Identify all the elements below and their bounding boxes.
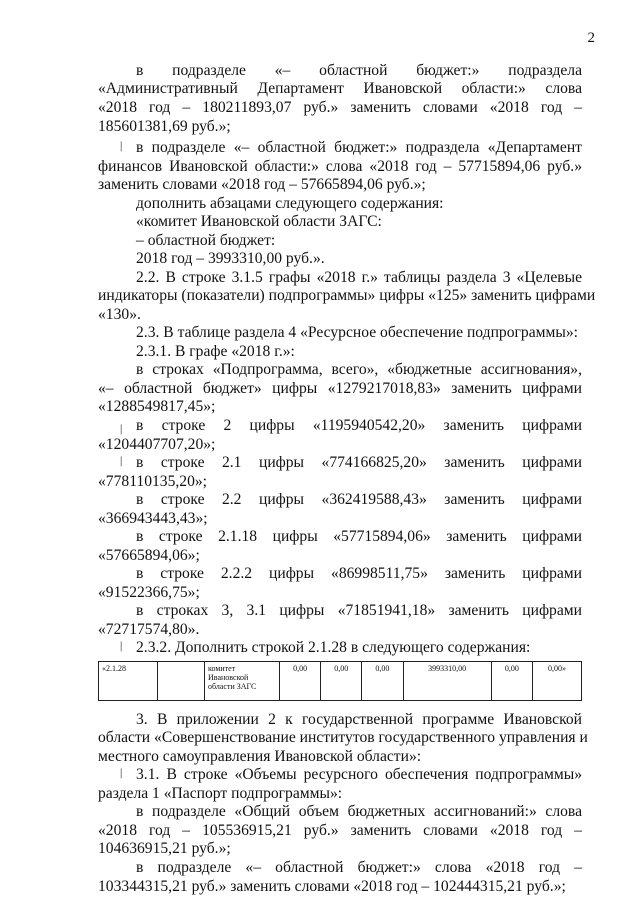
scan-mark-icon: ❘ (117, 768, 126, 780)
text-line: раздела 1 «Паспорт подпрограммы»: (98, 784, 343, 802)
scan-mark-icon: ❘ (117, 140, 126, 152)
text-line: в строке 2.2 цифры «362419588,43» заменить цифрами (136, 491, 582, 509)
text-line: «– областной бюджет» цифры «1279217018,83» заменить цифрами (98, 379, 582, 397)
text-line: в подразделе «– областной бюджет:» слова «2018 год – (136, 858, 582, 876)
text-line: в строках 3, 3.1 цифры «71851941,18» заменить цифрами (136, 602, 582, 620)
text-line: в строке 2 цифры «1195940542,20» заменить цифрами (136, 417, 582, 434)
text-line: в подразделе «– областной бюджет:» подраздела (136, 61, 582, 79)
table-cell-value: 0,00 (362, 661, 403, 700)
text-line: «130». (98, 305, 141, 323)
text-line: 103344315,21 руб.» заменить словами «2018 год – 102444315,21 руб.»; (98, 877, 566, 895)
text-line: в строке 2.1 цифры «774166825,20» заменить цифрами (136, 454, 582, 471)
table-cell-value: 0,00» (532, 661, 581, 700)
text-line: в строке 2.2.2 цифры «86998511,75» заменить цифрами (136, 565, 582, 583)
text-line: в подразделе «Общий объем бюджетных ассигнований:» слова (136, 803, 582, 821)
text-line: 104636915,21 руб.»; (98, 840, 231, 858)
table-cell-value: 3993310,00 (403, 661, 491, 700)
text-line: «2018 год – 180211893,07 руб.» заменить словами «2018 год – (98, 98, 582, 116)
text-line: 3. В приложении 2 к государственной программе Ивановской (136, 710, 582, 728)
text-line: области «Совершенствование институтов государственного управления и (98, 729, 588, 747)
text-line: «1288549817,45»; (98, 398, 216, 416)
text-line: в строке 2.1.18 цифры «57715894,06» заменить цифрами (136, 528, 582, 546)
table-row (99, 661, 582, 700)
table-cell-name: комитет Ивановской области ЗАГС (205, 661, 280, 700)
scan-mark-icon: ❘ (117, 456, 126, 467)
table-cell-value: 0,00 (491, 661, 532, 700)
text-line: 2018 год – 3993310,00 руб.». (136, 250, 325, 268)
text-line: местного самоуправления Ивановской области»: (98, 747, 422, 765)
text-line: 2.3.2. Дополнить строкой 2.1.28 в следующего содержания: (136, 639, 531, 657)
table-cell-value: 0,00 (280, 661, 321, 700)
text-line: 185601381,69 руб.»; (98, 117, 231, 135)
scan-mark-icon: ❘ (117, 641, 126, 653)
text-line: заменить словами «2018 год – 57665894,06 руб.»; (98, 176, 426, 193)
text-line: «2018 год – 105536915,21 руб.» заменить словами «2018 год – (98, 821, 582, 839)
text-line: 2.2. В строке 3.1.5 графы «2018 г.» таблицы раздела 3 «Целевые (136, 268, 582, 286)
text-line: – областной бюджет: (136, 231, 276, 249)
text-line: в строках «Подпрограмма, всего», «бюджетные ассигнования», (136, 361, 582, 379)
text-line: 2.3.1. В графе «2018 г.»: (136, 342, 295, 360)
text-line: «комитет Ивановской области ЗАГС: (136, 213, 382, 231)
text-line: «1204407707,20»; (98, 435, 216, 453)
table-cell-empty (158, 661, 205, 700)
text-line: «72717574,80». (98, 620, 200, 638)
text-line: 3.1. В строке «Объемы ресурсного обеспечения подпрограммы» (136, 766, 582, 784)
table-cell-number: «2.1.28 (99, 661, 158, 700)
text-line: 2.3. В таблице раздела 4 «Ресурсное обеспечение подпрограммы»: (136, 324, 578, 342)
text-line: в подразделе «– областной бюджет:» подраздела «Департамент (136, 138, 582, 156)
page-number: 2 (587, 30, 595, 46)
text-line: «778110135,20»; (98, 472, 208, 490)
text-line: «91522366,75»; (98, 583, 200, 601)
text-line: «366943443,43»; (98, 509, 208, 527)
text-line: «Административный Департамент Ивановской области:» слова (98, 80, 582, 98)
text-line: финансов Ивановской области:» слова «2018 год – 57715894,06 руб.» (98, 157, 582, 175)
scan-mark-icon: ❘ (117, 423, 126, 435)
text-line: «57665894,06»; (98, 546, 200, 564)
text-line: дополнить абзацами следующего содержания: (136, 194, 444, 212)
text-line: индикаторы (показатели) подпрограммы» цифры «125» заменить цифрами (98, 287, 596, 305)
table-cell-value: 0,00 (321, 661, 362, 700)
inserted-table (98, 661, 582, 701)
